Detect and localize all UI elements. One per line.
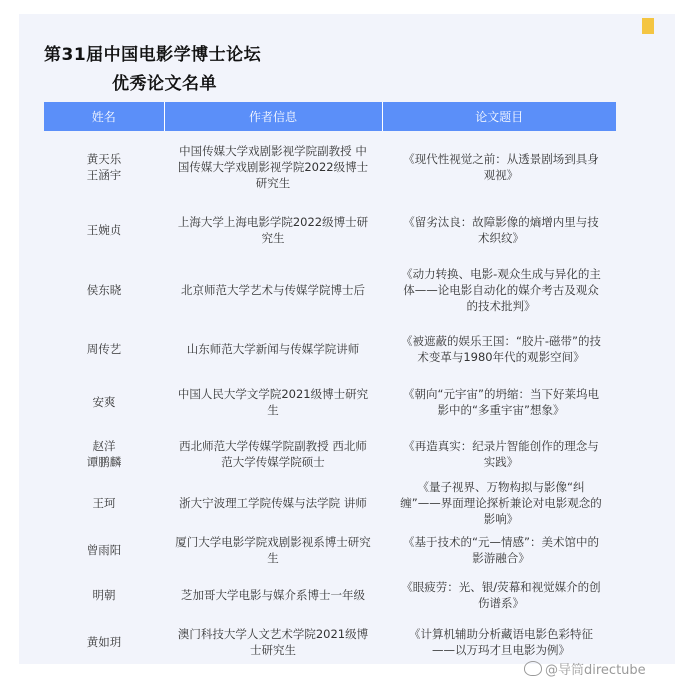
cell-affiliation: 澳门科技大学人文艺术学院2021级博士研究生 [177,627,369,657]
cell-paper: 《计算机辅助分析藏语电影色彩特征——以万玛才旦电影为例》 [409,627,593,657]
table-row [44,429,616,479]
cell-affiliation: 西北师范大学传媒学院副教授 西北师范大学传媒学院硕士 [179,439,367,469]
cell-paper: 《眼疲劳：光、银/荧幕和视觉媒介的创伤谱系》 [401,580,601,610]
cell-paper: 《留劣汰良：故障影像的熵增内里与技术织纹》 [403,215,599,245]
cell-paper: 《基于技术的“元—情感”：美术馆中的影游融合》 [403,535,599,565]
cell-affiliation: 中国人民大学文学院2021级博士研究生 [177,387,369,417]
cell-paper: 《量子视界、万物构拟与影像“纠缠”——界面理论探析兼论对电影观念的影响》 [400,480,602,526]
cell-names: 黄如玥 [86,635,122,649]
header-author-info: 作者信息 [164,102,382,131]
header-paper-title: 论文题目 [382,102,616,131]
table-header-row [44,102,616,131]
weibo-icon [524,661,542,676]
header-name: 姓名 [44,102,164,131]
cell-names: 王珂 [92,496,116,510]
cell-names: 侯东晓 [86,283,122,297]
cell-names: 曾雨阳 [86,543,122,557]
cell-names: 周传艺 [86,342,122,356]
cell-names: 赵洋 谭鹏麟 [86,439,122,469]
watermark [524,659,646,678]
cell-paper: 《现代性视觉之前：从透景剧场到具身观视》 [403,152,599,182]
table-row [44,573,616,617]
page-title: 第31届中国电影学博士论坛 [44,45,262,65]
award-table [44,102,616,667]
cell-paper: 《动力转换、电影-观众生成与异化的主体——论电影自动化的媒介考古及观众的技术批判》 [401,267,601,313]
cell-affiliation: 北京师范大学艺术与传媒学院博士后 [181,283,365,297]
table-row [44,479,616,527]
table-row [44,257,616,323]
cell-affiliation: 芝加哥大学电影与媒介系博士一年级 [181,588,365,602]
table-row [44,323,616,375]
page-subtitle: 优秀论文名单 [112,74,217,94]
cell-affiliation: 浙大宁波理工学院传媒与法学院 讲师 [179,496,367,510]
cell-paper: 《朝向“元宇宙”的坍缩：当下好莱坞电影中的“多重宇宙”想象》 [403,387,599,417]
watermark-text: @导筒directube [545,663,646,678]
cell-names: 安爽 [92,395,116,409]
table-row [44,203,616,257]
table-row [44,131,616,203]
cell-affiliation: 厦门大学电影学院戏剧影视系博士研究生 [175,535,371,565]
cell-names: 明朝 [92,588,116,602]
cell-names: 王婉贞 [86,223,122,237]
table-row [44,375,616,429]
table-row [44,527,616,573]
cell-affiliation: 山东师范大学新闻与传媒学院讲师 [186,342,360,356]
cell-paper: 《再造真实：纪录片智能创作的理念与实践》 [403,439,599,469]
cell-affiliation: 中国传媒大学戏剧影视学院副教授 中国传媒大学戏剧影视学院2022级博士研究生 [177,144,369,190]
cell-paper: 《被遮蔽的娱乐王国：“胶片-磁带”的技术变革与1980年代的观影空间》 [400,334,602,364]
cell-affiliation: 上海大学上海电影学院2022级博士研究生 [177,215,369,245]
cell-names: 黄天乐 王涵宇 [86,152,122,182]
accent-bar [642,18,654,34]
